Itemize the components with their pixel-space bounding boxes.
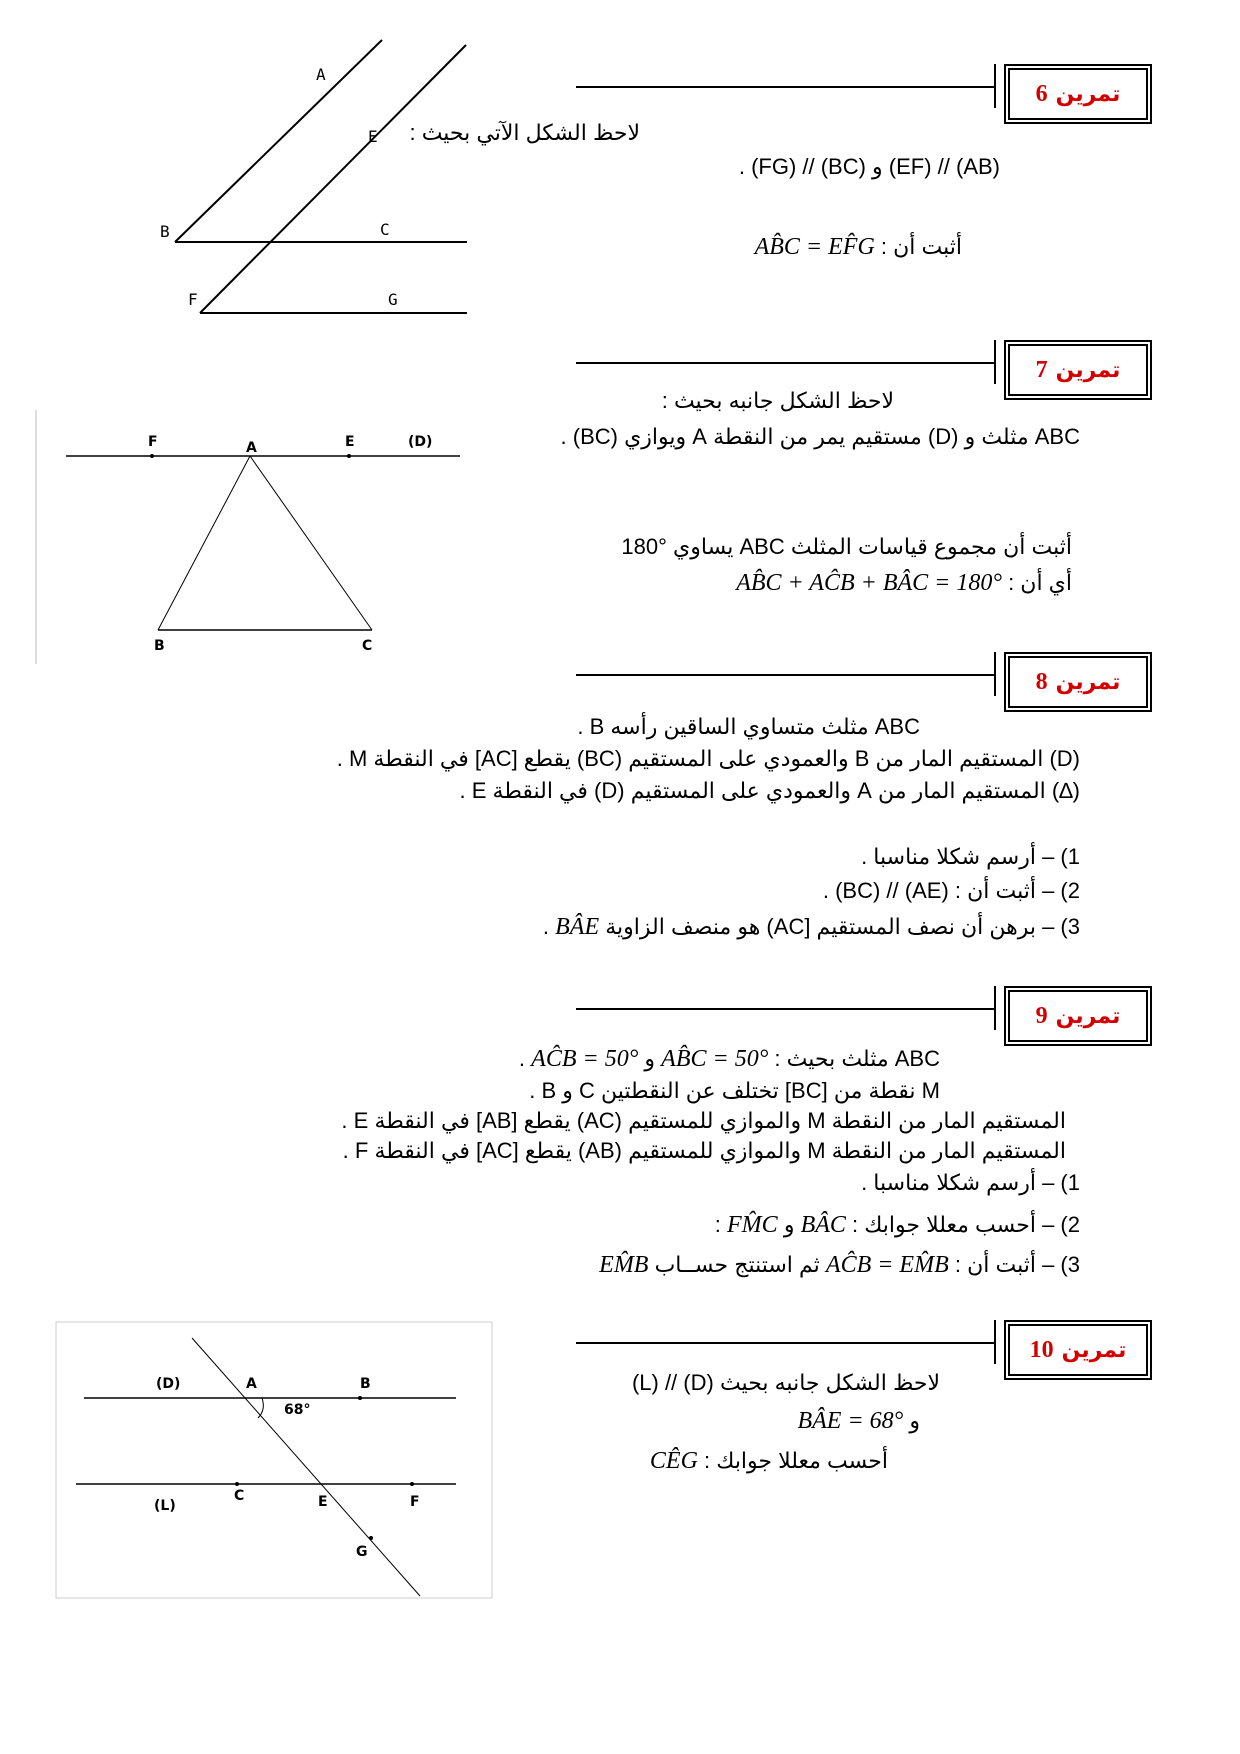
ex10-and: و (909, 1408, 920, 1433)
ex6-label-c: C (380, 220, 390, 239)
ex6-label-f: F (188, 290, 198, 309)
ex7-line-2: ABC مثلث و (D) مستقيم يمر من النقطة A ويوازي (BC) . (560, 424, 1080, 449)
ex9-math-bac: BÂC (800, 1212, 846, 1238)
ex9-title-word: تمرين (1055, 1003, 1121, 1028)
ex7-label-c: C (362, 638, 373, 654)
ex6-title-box (1004, 64, 1152, 124)
ex10-label-angle: 68° (284, 1402, 311, 1418)
ex6-label-e: E (368, 127, 378, 146)
ex7-label-d: (D) (408, 434, 433, 450)
ex6-label-g: G (388, 290, 398, 309)
ex9-line-4: المستقيم المار من النقطة M والموازي للمستقيم (AB) يقطع [AC] في النقطة F . (342, 1138, 1066, 1163)
ex9-q2-text: 2) – أحسب معللا جوابك : (852, 1212, 1080, 1237)
ex7-header-divider (994, 340, 996, 384)
ex7-title-number: 7 (1035, 356, 1048, 383)
ex8-q3-text: 3) – برهن أن نصف المستقيم [AC) هو منصف الزاوية (605, 914, 1080, 939)
ex10-label-d: (D) (156, 1376, 181, 1392)
ex7-label-b: B (154, 638, 165, 654)
ex6-label-a: A (316, 65, 326, 84)
ex8-q3 (543, 912, 1080, 942)
ex6-line-3 (755, 232, 962, 262)
ex7-title-word: تمرين (1055, 357, 1121, 382)
ex8-q3-math: BÂE (555, 914, 600, 940)
ex10-figure (54, 1320, 494, 1600)
ex9-math-abc: AB̂C = 50° (661, 1046, 769, 1072)
ex9-q3 (599, 1250, 1080, 1280)
ex9-math-emb: EM̂B (599, 1252, 649, 1278)
ex8-line-2: (D) المستقيم المار من B والعمودي على المستقيم (BC) يقطع [AC] في النقطة M . (336, 746, 1080, 771)
ex9-q3-text: 3) – أثبت أن : (954, 1252, 1080, 1277)
ex7-line-4 (736, 568, 1072, 598)
ex10-header-divider (994, 1320, 996, 1364)
ex9-math-eq: AĈB = EM̂B (825, 1252, 949, 1278)
ex9-q3-then: ثم استنتج حســاب (654, 1252, 820, 1277)
ex6-math: AB̂C = EF̂G (754, 234, 875, 260)
ex10-math-ceg: CÊG (649, 1448, 698, 1474)
ex9-q2 (715, 1210, 1080, 1240)
ex7-label-f: F (148, 434, 158, 450)
ex6-figure (150, 30, 490, 330)
ex10-label-e: E (318, 1494, 328, 1510)
ex10-label-b: B (360, 1376, 371, 1392)
ex9-and-2: و (783, 1212, 795, 1237)
ex6-prove-label: أثبت أن : (880, 234, 962, 259)
ex8-header-rule (576, 674, 994, 676)
ex10-label-g: G (356, 1544, 368, 1560)
ex10-line-3-text: أحسب معللا جوابك : (704, 1448, 888, 1473)
ex10-label-c: C (234, 1488, 245, 1504)
ex8-q1: 1) – أرسم شكلا مناسبا . (861, 844, 1080, 869)
ex9-line-3: المستقيم المار من النقطة M والموازي للمستقيم (AC) يقطع [AB] في النقطة E . (341, 1108, 1066, 1133)
ex6-header-rule (576, 86, 994, 88)
ex10-title-word: تمرين (1061, 1337, 1127, 1362)
ex10-line-1 (632, 1368, 940, 1398)
ex10-title-number: 10 (1029, 1336, 1054, 1363)
ex7-line-1: لاحظ الشكل جانبه بحيث : (661, 388, 894, 413)
ex9-header-divider (994, 986, 996, 1030)
ex10-title-box (1004, 1320, 1152, 1380)
ex10-math-bae: BÂE = 68° (797, 1408, 904, 1434)
ex8-title-number: 8 (1035, 668, 1048, 695)
ex10-parallel: (L) // (D) (631, 1370, 714, 1395)
ex9-line-2: M نقطة من [BC] تختلف عن النقطتين C و B . (529, 1078, 940, 1103)
ex9-end-1: . (518, 1046, 526, 1071)
ex10-line-1-text: لاحظ الشكل جانبه بحيث (719, 1370, 940, 1395)
ex8-q3-end: . (542, 914, 550, 939)
ex6-line-2: . (FG) // (BC) و (EF) // (AB) (738, 154, 1000, 179)
ex6-title-word: تمرين (1055, 81, 1121, 106)
ex9-math-fmc: FM̂C (727, 1212, 778, 1238)
ex6-title-number: 6 (1035, 80, 1048, 107)
ex8-title-word: تمرين (1055, 669, 1121, 694)
ex9-and-1: و (644, 1046, 656, 1071)
ex9-math-acb: AĈB = 50° (531, 1046, 639, 1072)
ex9-q1: 1) – أرسم شكلا مناسبا . (861, 1170, 1080, 1195)
ex7-that-label: أي أن : (1008, 570, 1072, 595)
ex10-header-rule (576, 1342, 994, 1344)
ex6-line-1: لاحظ الشكل الآتي بحيث : (409, 120, 640, 145)
ex8-line-1: ABC مثلث متساوي الساقين رأسه B . (577, 714, 920, 739)
ex9-line-1 (519, 1044, 940, 1074)
ex9-title-number: 9 (1035, 1002, 1048, 1029)
ex10-label-l: (L) (154, 1498, 176, 1514)
ex9-line-1-text: ABC مثلث بحيث : (774, 1046, 940, 1071)
ex6-label-b: B (160, 222, 170, 241)
ex9-q2-end: : (714, 1212, 721, 1237)
ex8-line-3: (∆) المستقيم المار من A والعمودي على المستقيم (D) في النقطة E . (459, 778, 1080, 803)
ex7-header-rule (576, 362, 994, 364)
ex6-header-divider (994, 64, 996, 108)
ex7-label-e: E (345, 434, 355, 450)
ex10-line-2 (797, 1406, 920, 1436)
ex7-title-box (1004, 340, 1152, 400)
ex10-label-f: F (410, 1494, 420, 1510)
ex7-math: AB̂C + AĈB + BÂC = 180° (736, 570, 1002, 596)
ex9-header-rule (576, 1008, 994, 1010)
ex10-label-a: A (246, 1376, 257, 1392)
ex10-line-3 (650, 1446, 888, 1476)
ex7-line-3: أثبت أن مجموع قياسات المثلث ABC يساوي °180 (621, 534, 1072, 559)
ex8-q2: 2) – أثبت أن : (AE) // (BC) . (822, 878, 1080, 903)
ex7-figure (34, 408, 474, 668)
ex9-title-box (1004, 986, 1152, 1046)
ex8-header-divider (994, 652, 996, 696)
ex8-title-box (1004, 652, 1152, 712)
ex7-label-a: A (246, 440, 257, 456)
